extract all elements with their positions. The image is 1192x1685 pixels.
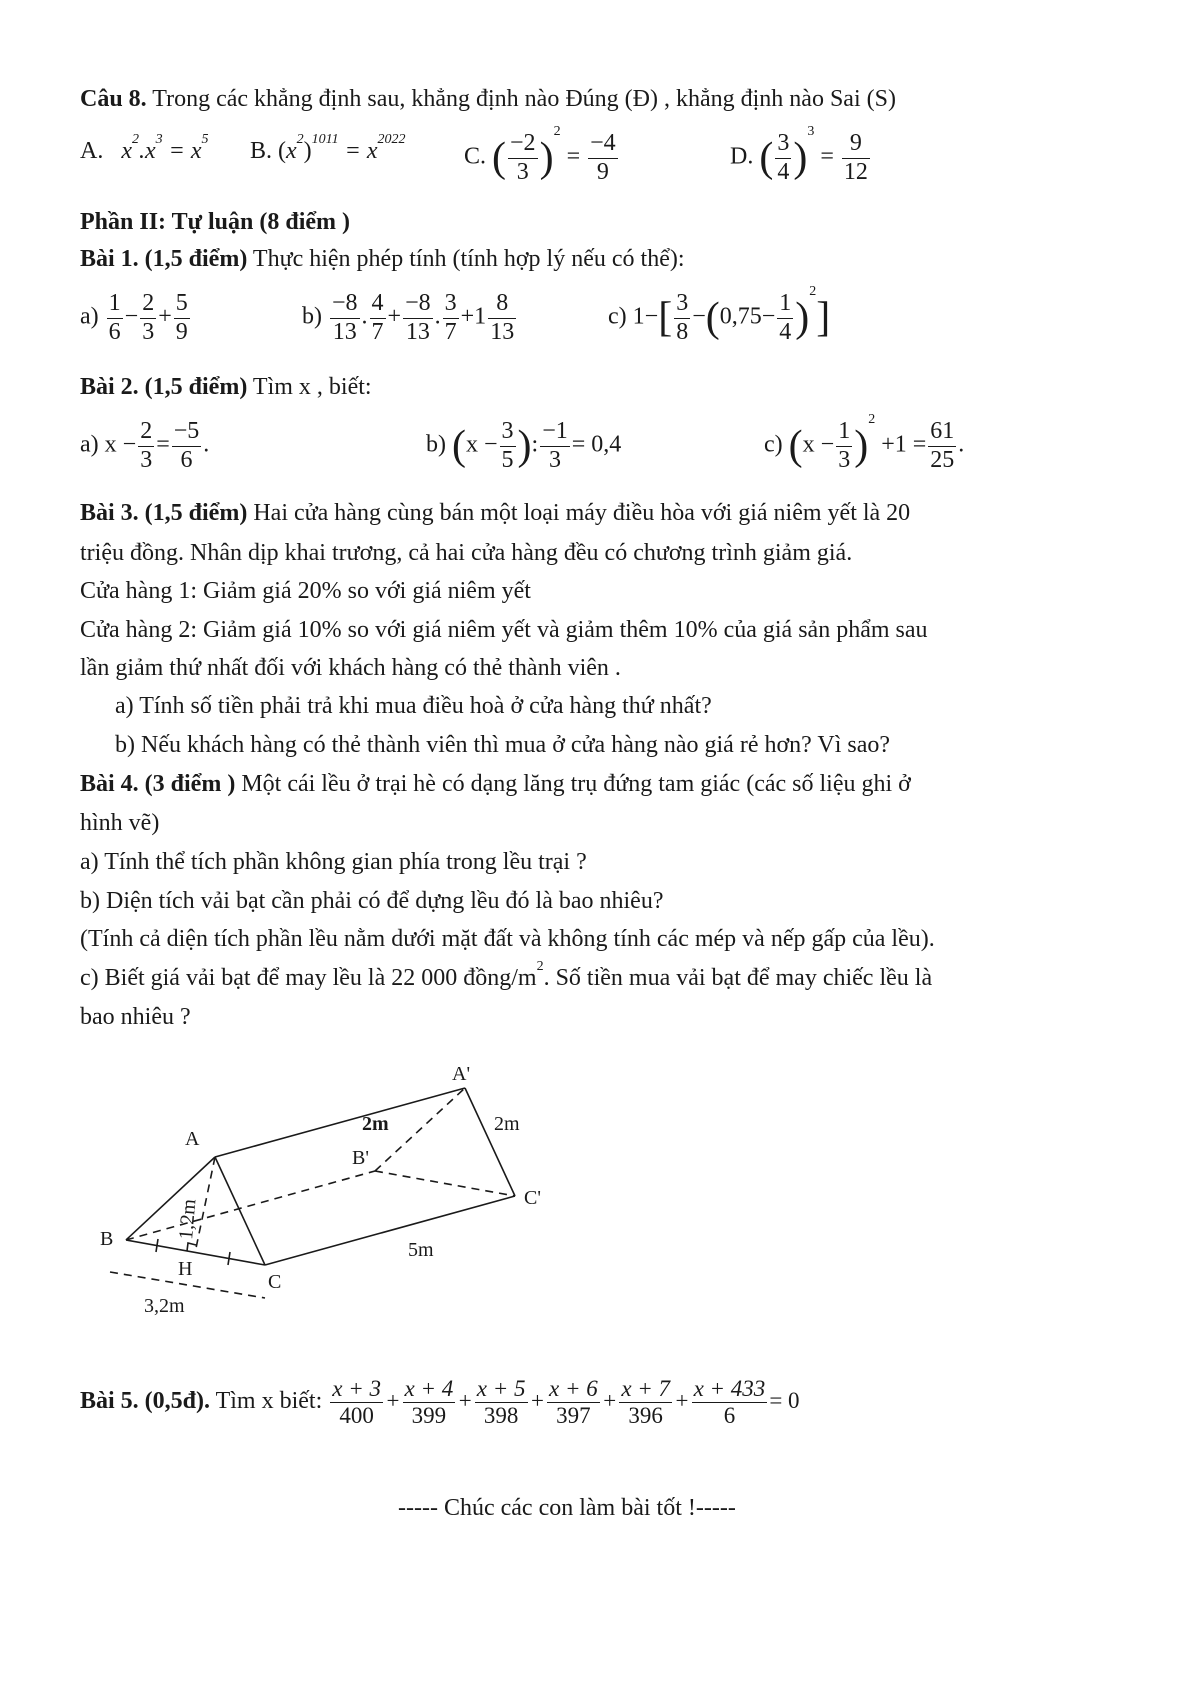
label-B-prime: B'	[352, 1147, 369, 1169]
bai1-heading: Bài 1. (1,5 điểm)	[80, 246, 248, 272]
bai3-line2: triệu đồng. Nhân dịp khai trương, cả hai cửa hàng đều có chương trình giảm giá.	[80, 540, 853, 566]
label-H: H	[178, 1258, 193, 1280]
bai2-a: a) x − $\frac{2}{3}$ = $\frac{-5}{6}$ .	[80, 418, 210, 473]
bai2-line	[80, 374, 372, 400]
cau8-line	[80, 86, 896, 112]
bai5-equation: $\frac{x + 3}{400}$ + $\frac{x + 4}{399}$ + $\frac{x + 5}{398}$ + $\frac{x + 6}{397}$ + $\frac{x + 7}{396}$ + $\frac{x + 433}{6}$ = 0	[332, 1376, 800, 1429]
option-c: C. ( $\frac{-2}{3}$ )$^2$ = $\frac{-4}{9}$	[464, 124, 616, 185]
bai4-question-c	[80, 959, 933, 991]
length-AA1: 2m	[362, 1113, 389, 1135]
bai4-text-1: Một cái lều ở trại hè có dạng lăng trụ đứng tam giác (các số liệu ghi ở	[241, 771, 911, 797]
bai4-qc-rest: . Số tiền mua vải bạt để may chiếc lều là	[543, 965, 933, 991]
bai2-b: b) (x − $\frac{3}{5}$ ): $\frac{-1}{3}$ = 0,4	[426, 418, 622, 473]
bai4-line1	[80, 771, 911, 797]
length-CC1: 5m	[408, 1239, 434, 1261]
right-angle-mark	[187, 1243, 196, 1251]
cau8-text: Trong các khẳng định sau, khẳng định nào Đúng (Đ) , khẳng định nào Sai (S)	[152, 86, 896, 112]
bai4-question-a: a) Tính thể tích phần không gian phía trong lều trại ?	[80, 849, 587, 875]
edge-BC	[126, 1240, 265, 1265]
option-b	[250, 132, 406, 164]
bai5-text: Tìm x biết:	[215, 1388, 323, 1415]
edge-AC	[215, 1157, 265, 1265]
bai3-text-1: Hai cửa hàng cùng bán một loại máy điều hòa với giá niêm yết là 20	[253, 500, 911, 526]
length-BC: 3,2m	[144, 1295, 185, 1317]
bai2-heading: Bài 2. (1,5 điểm)	[80, 374, 248, 400]
bai3-line3: Cửa hàng 1: Giảm giá 20% so với giá niêm yết	[80, 578, 531, 604]
option-d-label: D.	[730, 143, 754, 170]
bai2-text: Tìm x , biết:	[252, 374, 372, 400]
bai5-heading: Bài 5. (0,5đ).	[80, 1388, 211, 1415]
cau8-options	[80, 132, 209, 164]
bai1-c-label: c)	[608, 303, 627, 330]
edge-A1C1	[465, 1088, 515, 1196]
length-A1C1: 2m	[494, 1113, 520, 1135]
label-A: A	[185, 1128, 200, 1150]
bai1-b: b) $\frac{-8}{13}$ . $\frac{4}{7}$ + $\frac{-8}{13}$ . $\frac{3}{7}$ +1 $\frac{8}{13}$	[302, 290, 515, 345]
tent-prism-figure	[90, 1050, 570, 1330]
bai4-heading: Bài 4. (3 điểm )	[80, 771, 236, 797]
part2-title: Phần II: Tự luận (8 điểm )	[80, 209, 351, 235]
label-C: C	[268, 1271, 282, 1293]
edge-CC1	[265, 1196, 515, 1265]
label-A-prime: A'	[452, 1063, 471, 1085]
edge-B1C1	[375, 1171, 515, 1196]
option-b-formula: $(x^2)^{1011} = x^{2022}$	[278, 132, 406, 164]
bai4-note: (Tính cả diện tích phần lều nằm dưới mặt đất và không tính các mép và nếp gấp của lều).	[80, 926, 935, 952]
option-c-label: C.	[464, 143, 487, 170]
option-a-formula: $x^2.x^3 = x^5$	[121, 132, 209, 164]
cau8-heading: Câu 8.	[80, 86, 147, 112]
bai1-line	[80, 246, 685, 272]
bai4-qc-sup: 2	[536, 959, 544, 974]
bai1-b-label: b)	[302, 303, 322, 330]
bai1-a-label: a)	[80, 303, 99, 330]
bai3-line1	[80, 500, 910, 526]
bai4-qc-text: c) Biết giá vải bạt để may lều là 22 000 đồng/m	[80, 965, 537, 991]
bai3-heading: Bài 3. (1,5 điểm)	[80, 500, 248, 526]
bai3-question-b: b) Nếu khách hàng có thẻ thành viên thì mua ở cửa hàng nào giá rẻ hơn? Vì sao?	[115, 732, 891, 758]
tick-mark	[228, 1252, 230, 1265]
bai4-question-b: b) Diện tích vải bạt cần phải có để dựng lều đó là bao nhiêu?	[80, 888, 664, 914]
bai1-text: Thực hiện phép tính (tính hợp lý nếu có thể):	[252, 246, 685, 272]
bai1-a: a) $\frac{1}{6}$ − $\frac{2}{3}$ + $\frac{5}{9}$	[80, 290, 188, 345]
bai3-line4: Cửa hàng 2: Giảm giá 10% so với giá niêm yết và giảm thêm 10% của giá sản phẩm sau	[80, 617, 928, 643]
option-a-label: A.	[80, 138, 104, 164]
length-AH: 1,2m	[175, 1198, 201, 1241]
bai3-line5: lần giảm thứ nhất đối với khách hàng có thẻ thành viên .	[80, 655, 621, 681]
footer-message: ----- Chúc các con làm bài tốt !-----	[398, 1495, 736, 1521]
bai2-c-label: c)	[764, 431, 783, 458]
bai2-c: c) (x − $\frac{1}{3}$ )$^2$ +1 = $\frac{61}{25}$ .	[764, 412, 965, 473]
label-B: B	[100, 1228, 114, 1250]
bai2-a-label: a)	[80, 431, 99, 458]
label-C-prime: C'	[524, 1187, 541, 1209]
tick-mark	[156, 1239, 158, 1252]
option-b-label: B.	[250, 138, 273, 164]
bai1-c: c) 1−[ $\frac{3}{8}$ −(0,75− $\frac{1}{4}$ )$^2$]	[608, 284, 831, 345]
bai5-line	[80, 1376, 800, 1430]
bai4-line2: hình vẽ)	[80, 810, 160, 836]
bai2-b-label: b)	[426, 431, 446, 458]
bai3-question-a: a) Tính số tiền phải trả khi mua điều hoà ở cửa hàng thứ nhất?	[115, 693, 712, 719]
bai4-question-c2: bao nhiêu ?	[80, 1004, 191, 1030]
option-d: D. ( $\frac{3}{4}$ )$^3$ = $\frac{9}{12}$	[730, 124, 868, 185]
